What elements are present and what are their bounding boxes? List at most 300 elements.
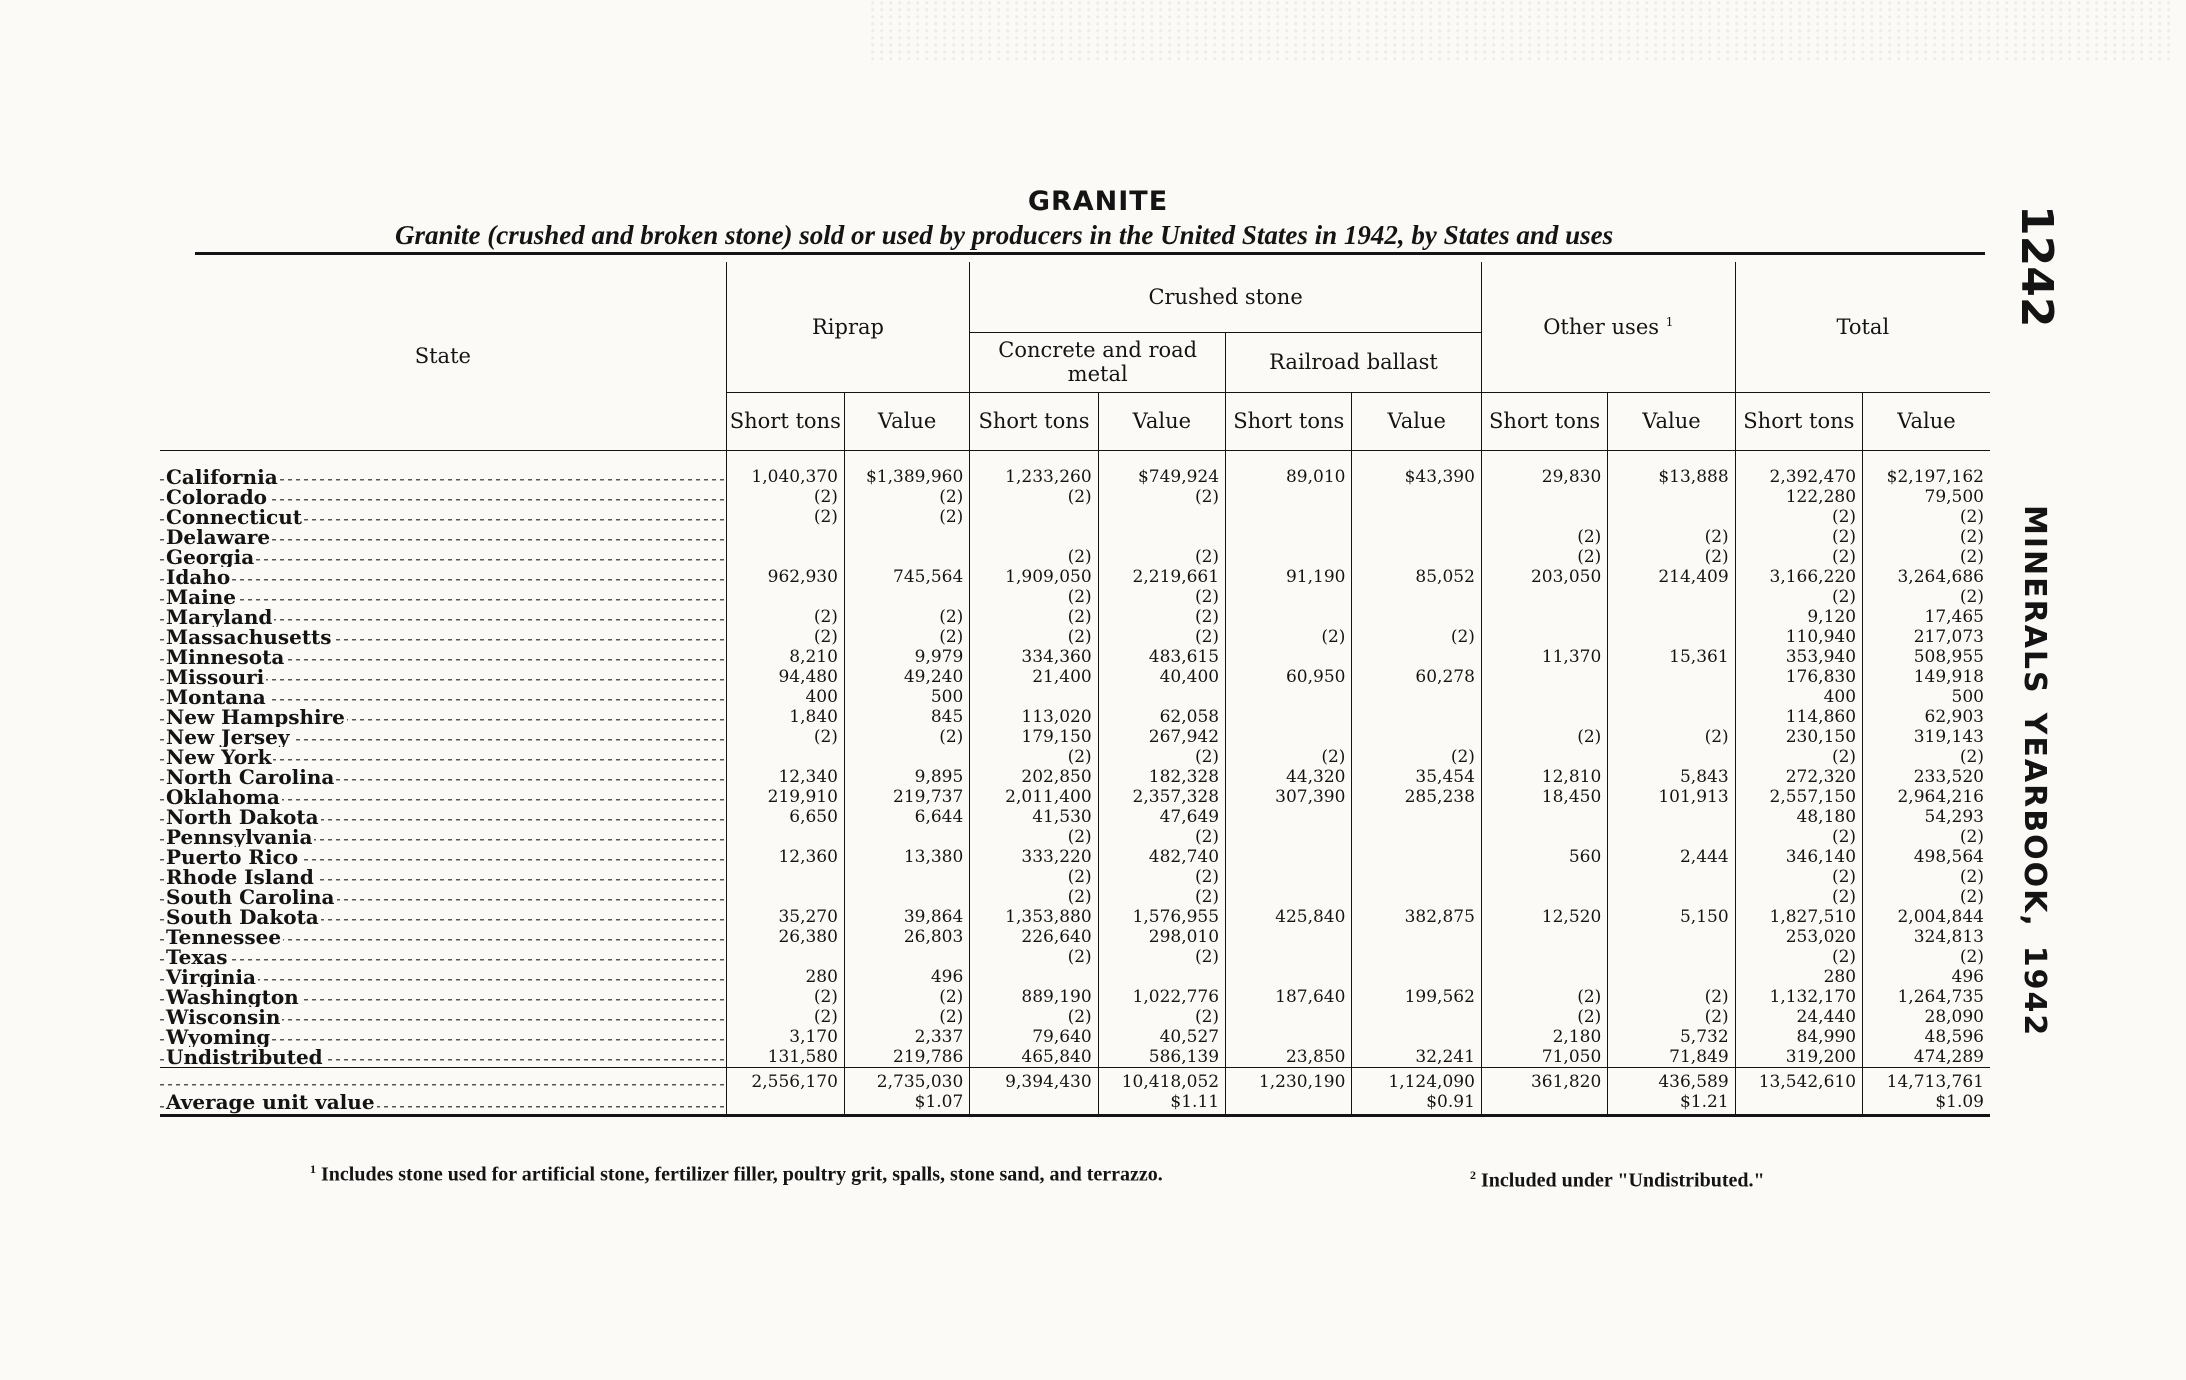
short-tons-cell: (2) — [1735, 527, 1862, 547]
value-cell: 1,264,735 — [1863, 987, 1990, 1007]
header-state: State — [160, 262, 726, 450]
short-tons-cell: 253,020 — [1735, 927, 1862, 947]
state-name: Colorado — [166, 486, 268, 507]
table-body — [160, 450, 1990, 1115]
short-tons-cell: 307,390 — [1226, 787, 1352, 807]
short-tons-cell: 26,380 — [726, 927, 844, 947]
value-cell: (2) — [1608, 527, 1735, 547]
state-cell — [160, 607, 726, 627]
top-rule — [195, 252, 1985, 255]
state-cell — [160, 727, 726, 747]
short-tons-cell — [726, 747, 844, 767]
value-cell: 845 — [844, 707, 969, 727]
state-name: New York — [166, 746, 272, 767]
short-tons-cell: 2,556,170 — [726, 1067, 844, 1092]
state-name: Idaho — [166, 566, 231, 587]
value-cell: (2) — [1863, 587, 1990, 607]
short-tons-cell: 8,210 — [726, 647, 844, 667]
short-tons-cell — [1226, 827, 1352, 847]
table-row — [160, 827, 1990, 847]
value-cell: (2) — [1352, 627, 1481, 647]
value-cell: 182,328 — [1098, 767, 1225, 787]
short-tons-cell — [1481, 507, 1607, 527]
value-cell: 586,139 — [1098, 1047, 1225, 1068]
short-tons-cell — [1226, 687, 1352, 707]
short-tons-cell: 226,640 — [970, 927, 1098, 947]
value-cell: (2) — [1098, 747, 1225, 767]
short-tons-cell: 203,050 — [1481, 567, 1607, 587]
short-tons-cell: (2) — [970, 627, 1098, 647]
state-name: Average unit value — [166, 1091, 375, 1114]
short-tons-cell — [1226, 1092, 1352, 1116]
value-cell: 199,562 — [1352, 987, 1481, 1007]
short-tons-cell: 48,180 — [1735, 807, 1862, 827]
table-row — [160, 607, 1990, 627]
value-cell — [1352, 947, 1481, 967]
short-tons-cell: 280 — [726, 967, 844, 987]
value-cell: 149,918 — [1863, 667, 1990, 687]
value-cell — [1352, 487, 1481, 507]
short-tons-cell — [1226, 1027, 1352, 1047]
state-name: Massachusetts — [166, 626, 332, 647]
short-tons-cell — [1226, 807, 1352, 827]
short-tons-cell — [1226, 927, 1352, 947]
state-name: California — [166, 464, 278, 487]
value-cell: 267,942 — [1098, 727, 1225, 747]
state-cell — [160, 927, 726, 947]
value-cell: (2) — [844, 627, 969, 647]
short-tons-cell: 122,280 — [1735, 487, 1862, 507]
state-cell — [160, 987, 726, 1007]
short-tons-cell: (2) — [970, 547, 1098, 567]
value-cell: (2) — [1608, 1007, 1735, 1027]
short-tons-cell: 113,020 — [970, 707, 1098, 727]
table-row — [160, 547, 1990, 567]
short-tons-cell — [1481, 967, 1607, 987]
short-tons-cell: 9,394,430 — [970, 1067, 1098, 1092]
value-cell: 233,520 — [1863, 767, 1990, 787]
value-cell: 85,052 — [1352, 567, 1481, 587]
value-cell — [1352, 967, 1481, 987]
value-cell: $1.07 — [844, 1092, 969, 1116]
table-row — [160, 567, 1990, 587]
short-tons-cell — [1226, 1007, 1352, 1027]
value-cell: 474,289 — [1863, 1047, 1990, 1068]
short-tons-cell — [1481, 807, 1607, 827]
short-tons-cell: 319,200 — [1735, 1047, 1862, 1068]
state-name: New Hampshire — [166, 706, 345, 727]
short-tons-cell: 21,400 — [970, 667, 1098, 687]
short-tons-cell: 3,170 — [726, 1027, 844, 1047]
value-cell — [1352, 587, 1481, 607]
short-tons-cell: 272,320 — [1735, 767, 1862, 787]
short-tons-cell — [1226, 587, 1352, 607]
short-tons-cell — [1481, 667, 1607, 687]
short-tons-cell: 280 — [1735, 967, 1862, 987]
value-cell: 3,264,686 — [1863, 567, 1990, 587]
value-cell — [1608, 927, 1735, 947]
short-tons-cell: 12,810 — [1481, 767, 1607, 787]
value-cell: (2) — [1098, 587, 1225, 607]
state-name: Virginia — [166, 966, 256, 987]
table-row — [160, 1027, 1990, 1047]
value-cell: 482,740 — [1098, 847, 1225, 867]
state-cell — [160, 827, 726, 847]
value-cell — [1352, 727, 1481, 747]
table-row — [160, 867, 1990, 887]
value-cell: 1,124,090 — [1352, 1067, 1481, 1092]
state-cell — [160, 707, 726, 727]
state-name: South Carolina — [166, 886, 335, 907]
table-row — [160, 687, 1990, 707]
scan-speckle — [870, 0, 2170, 60]
short-tons-cell: 2,557,150 — [1735, 787, 1862, 807]
short-tons-cell — [1481, 627, 1607, 647]
short-tons-cell — [1481, 827, 1607, 847]
state-name: Undistributed — [166, 1046, 323, 1067]
state-cell — [160, 967, 726, 987]
short-tons-cell: (2) — [970, 867, 1098, 887]
value-cell — [1608, 827, 1735, 847]
short-tons-cell: (2) — [970, 607, 1098, 627]
short-tons-cell: 24,440 — [1735, 1007, 1862, 1027]
value-cell: 2,219,661 — [1098, 567, 1225, 587]
state-cell — [160, 907, 726, 927]
value-cell: 60,278 — [1352, 667, 1481, 687]
header-riprap: Riprap — [726, 262, 970, 392]
value-cell: 508,955 — [1863, 647, 1990, 667]
table-row — [160, 927, 1990, 947]
value-cell: 324,813 — [1863, 927, 1990, 947]
state-cell — [160, 807, 726, 827]
short-tons-cell — [1226, 887, 1352, 907]
value-cell: 49,240 — [844, 667, 969, 687]
short-tons-cell — [1481, 687, 1607, 707]
short-tons-cell: (2) — [970, 487, 1098, 507]
short-tons-cell — [726, 527, 844, 547]
footnote-1-text: Includes stone used for artificial stone, fertilizer filler, poultry grit, spalls, stone sand, and terrazzo. — [321, 1163, 1163, 1186]
value-cell: $1.11 — [1098, 1092, 1225, 1116]
page-number: 1242 — [2011, 205, 2062, 328]
value-cell: 2,337 — [844, 1027, 969, 1047]
value-cell: $0.91 — [1352, 1092, 1481, 1116]
short-tons-cell: 35,270 — [726, 907, 844, 927]
value-cell: 2,735,030 — [844, 1067, 969, 1092]
short-tons-cell: (2) — [726, 607, 844, 627]
table-row — [160, 450, 1990, 487]
state-name: Wyoming — [166, 1026, 271, 1047]
value-cell: 54,293 — [1863, 807, 1990, 827]
short-tons-cell — [1226, 867, 1352, 887]
short-tons-cell: 1,132,170 — [1735, 987, 1862, 1007]
state-name: Puerto Rico — [166, 846, 299, 867]
value-cell: 40,527 — [1098, 1027, 1225, 1047]
short-tons-cell — [1226, 507, 1352, 527]
state-name: South Dakota — [166, 906, 319, 927]
value-cell: (2) — [1608, 727, 1735, 747]
table-row — [160, 747, 1990, 767]
state-cell — [160, 1007, 726, 1027]
value-cell — [1608, 807, 1735, 827]
value-cell: 496 — [844, 967, 969, 987]
value-cell — [1352, 887, 1481, 907]
value-cell: 496 — [1863, 967, 1990, 987]
value-cell — [1352, 647, 1481, 667]
value-cell — [844, 887, 969, 907]
state-name: Missouri — [166, 666, 265, 687]
short-tons-cell: 41,530 — [970, 807, 1098, 827]
totals-row — [160, 1067, 1990, 1092]
value-cell: (2) — [844, 1007, 969, 1027]
value-cell — [1098, 967, 1225, 987]
value-cell: 35,454 — [1352, 767, 1481, 787]
short-tons-cell: 60,950 — [1226, 667, 1352, 687]
short-tons-cell: 1,040,370 — [726, 450, 844, 487]
short-tons-cell — [1481, 747, 1607, 767]
short-tons-cell: 465,840 — [970, 1047, 1098, 1068]
value-cell: 382,875 — [1352, 907, 1481, 927]
short-tons-cell: (2) — [970, 1007, 1098, 1027]
short-tons-cell — [1481, 587, 1607, 607]
value-cell: (2) — [1098, 1007, 1225, 1027]
average-row — [160, 1092, 1990, 1116]
subheader-short-tons: Short tons — [726, 392, 844, 450]
value-cell — [1608, 507, 1735, 527]
short-tons-cell: 176,830 — [1735, 667, 1862, 687]
value-cell: (2) — [1098, 547, 1225, 567]
value-cell — [1608, 747, 1735, 767]
table-row — [160, 727, 1990, 747]
short-tons-cell: (2) — [970, 747, 1098, 767]
value-cell: (2) — [1098, 887, 1225, 907]
short-tons-cell — [1481, 487, 1607, 507]
short-tons-cell: (2) — [1481, 527, 1607, 547]
short-tons-cell — [1481, 707, 1607, 727]
value-cell: 500 — [844, 687, 969, 707]
value-cell — [1098, 527, 1225, 547]
state-name: Montana — [166, 686, 266, 707]
short-tons-cell: 1,909,050 — [970, 567, 1098, 587]
subheader-value: Value — [844, 392, 969, 450]
value-cell: 745,564 — [844, 567, 969, 587]
short-tons-cell: 18,450 — [1481, 787, 1607, 807]
state-cell — [160, 1067, 726, 1092]
short-tons-cell: (2) — [726, 1007, 844, 1027]
short-tons-cell — [970, 1092, 1098, 1116]
value-cell: $2,197,162 — [1863, 450, 1990, 487]
short-tons-cell: 2,011,400 — [970, 787, 1098, 807]
subheader-short-tons: Short tons — [970, 392, 1098, 450]
value-cell — [1352, 687, 1481, 707]
state-cell — [160, 527, 726, 547]
short-tons-cell — [726, 867, 844, 887]
short-tons-cell: 23,850 — [1226, 1047, 1352, 1068]
value-cell — [844, 587, 969, 607]
state-name — [166, 1070, 168, 1092]
short-tons-cell — [726, 547, 844, 567]
short-tons-cell: (2) — [1735, 947, 1862, 967]
short-tons-cell: 361,820 — [1481, 1067, 1607, 1092]
granite-table — [160, 262, 1990, 1117]
state-name: Connecticut — [166, 506, 303, 527]
value-cell: 62,058 — [1098, 707, 1225, 727]
subheader-value: Value — [1608, 392, 1735, 450]
value-cell: 217,073 — [1863, 627, 1990, 647]
short-tons-cell: (2) — [970, 887, 1098, 907]
state-cell — [160, 787, 726, 807]
short-tons-cell — [726, 887, 844, 907]
state-name: Maine — [166, 586, 236, 607]
short-tons-cell: (2) — [1735, 507, 1862, 527]
value-cell: $749,924 — [1098, 450, 1225, 487]
value-cell: 6,644 — [844, 807, 969, 827]
value-cell — [1098, 507, 1225, 527]
value-cell — [1352, 847, 1481, 867]
short-tons-cell — [970, 967, 1098, 987]
state-cell — [160, 847, 726, 867]
value-cell: 47,649 — [1098, 807, 1225, 827]
subheader-value: Value — [1098, 392, 1225, 450]
state-cell — [160, 667, 726, 687]
short-tons-cell: 79,640 — [970, 1027, 1098, 1047]
short-tons-cell: (2) — [1735, 887, 1862, 907]
short-tons-cell: 12,340 — [726, 767, 844, 787]
short-tons-cell: 12,520 — [1481, 907, 1607, 927]
table-row — [160, 887, 1990, 907]
value-cell: 483,615 — [1098, 647, 1225, 667]
short-tons-cell: 346,140 — [1735, 847, 1862, 867]
value-cell: (2) — [844, 727, 969, 747]
state-name: North Carolina — [166, 766, 335, 787]
short-tons-cell: 2,392,470 — [1735, 450, 1862, 487]
header-crushed-stone: Crushed stone — [970, 262, 1482, 332]
value-cell — [1352, 1007, 1481, 1027]
short-tons-cell: 353,940 — [1735, 647, 1862, 667]
short-tons-cell — [1226, 647, 1352, 667]
header-total: Total — [1735, 262, 1990, 392]
short-tons-cell — [1481, 927, 1607, 947]
short-tons-cell — [1226, 947, 1352, 967]
short-tons-cell: 114,860 — [1735, 707, 1862, 727]
footnote-ref: 1 — [1665, 314, 1674, 329]
short-tons-cell: 187,640 — [1226, 987, 1352, 1007]
value-cell: 5,732 — [1608, 1027, 1735, 1047]
value-cell: (2) — [1863, 747, 1990, 767]
short-tons-cell: 44,320 — [1226, 767, 1352, 787]
short-tons-cell: (2) — [1481, 727, 1607, 747]
short-tons-cell: 1,827,510 — [1735, 907, 1862, 927]
value-cell: 40,400 — [1098, 667, 1225, 687]
table-row — [160, 787, 1990, 807]
value-cell: $1.09 — [1863, 1092, 1990, 1116]
value-cell — [1098, 687, 1225, 707]
table-row — [160, 627, 1990, 647]
value-cell — [1608, 707, 1735, 727]
state-name: Maryland — [166, 606, 273, 627]
short-tons-cell — [1481, 887, 1607, 907]
short-tons-cell — [1481, 867, 1607, 887]
value-cell — [1608, 967, 1735, 987]
table-row — [160, 987, 1990, 1007]
value-cell: (2) — [1098, 827, 1225, 847]
short-tons-cell: 230,150 — [1735, 727, 1862, 747]
short-tons-cell: (2) — [1481, 547, 1607, 567]
value-cell: 10,418,052 — [1098, 1067, 1225, 1092]
footnote-1 — [310, 1162, 1163, 1187]
value-cell: (2) — [1863, 887, 1990, 907]
short-tons-cell — [1481, 1092, 1607, 1116]
value-cell: 219,786 — [844, 1047, 969, 1068]
state-cell — [160, 947, 726, 967]
short-tons-cell — [726, 947, 844, 967]
state-cell — [160, 767, 726, 787]
short-tons-cell: 333,220 — [970, 847, 1098, 867]
value-cell — [1352, 707, 1481, 727]
value-cell — [844, 867, 969, 887]
state-cell — [160, 487, 726, 507]
short-tons-cell — [1226, 707, 1352, 727]
short-tons-cell — [970, 527, 1098, 547]
value-cell — [1608, 607, 1735, 627]
footnote-mark: 1 — [310, 1162, 316, 1176]
subheader-short-tons: Short tons — [1481, 392, 1607, 450]
value-cell: (2) — [1352, 747, 1481, 767]
short-tons-cell: 91,190 — [1226, 567, 1352, 587]
state-cell — [160, 647, 726, 667]
value-cell: 2,964,216 — [1863, 787, 1990, 807]
short-tons-cell: 9,120 — [1735, 607, 1862, 627]
value-cell: 9,979 — [844, 647, 969, 667]
short-tons-cell: (2) — [726, 727, 844, 747]
short-tons-cell — [1226, 487, 1352, 507]
header-railroad-ballast: Railroad ballast — [1226, 332, 1482, 392]
state-name: Georgia — [166, 546, 255, 567]
state-cell — [160, 627, 726, 647]
short-tons-cell: (2) — [726, 487, 844, 507]
value-cell — [1608, 667, 1735, 687]
header-other-uses-label: Other uses — [1543, 314, 1660, 339]
value-cell: 32,241 — [1352, 1047, 1481, 1068]
short-tons-cell: (2) — [1226, 627, 1352, 647]
state-name: Delaware — [166, 526, 271, 547]
value-cell: (2) — [1098, 607, 1225, 627]
short-tons-cell: 29,830 — [1481, 450, 1607, 487]
value-cell: (2) — [1098, 487, 1225, 507]
short-tons-cell: (2) — [1481, 987, 1607, 1007]
short-tons-cell: (2) — [970, 947, 1098, 967]
short-tons-cell: (2) — [1735, 867, 1862, 887]
short-tons-cell: 2,180 — [1481, 1027, 1607, 1047]
value-cell — [844, 547, 969, 567]
short-tons-cell: 6,650 — [726, 807, 844, 827]
short-tons-cell: 12,360 — [726, 847, 844, 867]
value-cell — [1352, 1027, 1481, 1047]
value-cell: $43,390 — [1352, 450, 1481, 487]
state-name: Minnesota — [166, 646, 285, 667]
short-tons-cell: 71,050 — [1481, 1047, 1607, 1068]
short-tons-cell: 179,150 — [970, 727, 1098, 747]
value-cell: (2) — [1863, 547, 1990, 567]
table-row — [160, 507, 1990, 527]
value-cell: (2) — [1098, 947, 1225, 967]
value-cell: 62,903 — [1863, 707, 1990, 727]
value-cell: (2) — [1098, 867, 1225, 887]
value-cell — [1352, 827, 1481, 847]
state-name: Washington — [166, 986, 299, 1007]
short-tons-cell: 219,910 — [726, 787, 844, 807]
value-cell: (2) — [844, 607, 969, 627]
table-row — [160, 487, 1990, 507]
